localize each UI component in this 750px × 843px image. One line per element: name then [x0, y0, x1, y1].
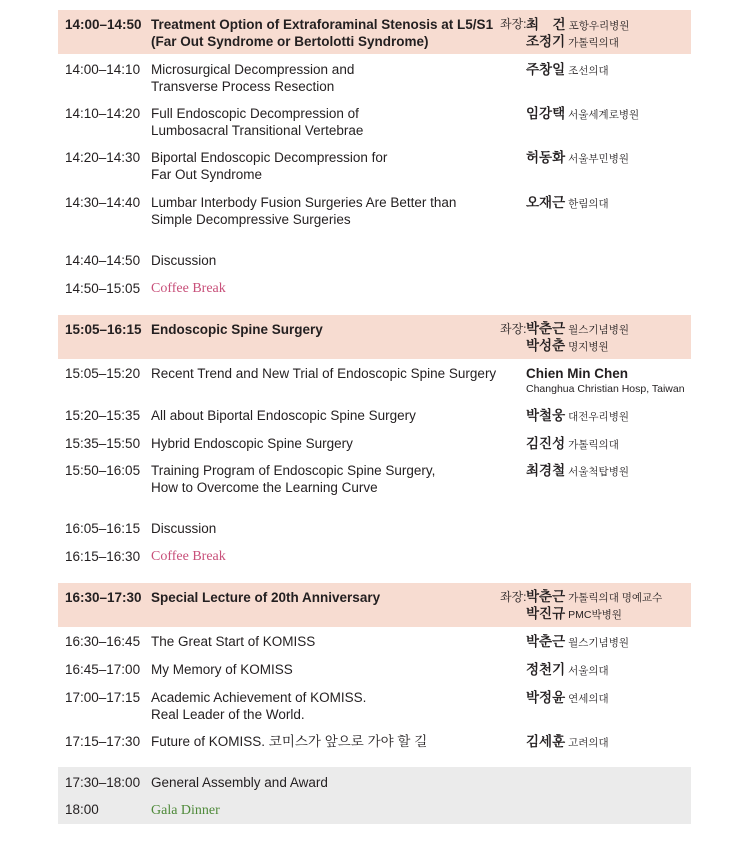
discussion-label: Discussion	[151, 521, 217, 536]
talk-time: 14:10–14:20	[65, 106, 141, 121]
talk-row	[58, 365, 691, 397]
talk-speaker: 김세훈 고려의대	[526, 734, 609, 749]
talk-speaker: 박철웅 대전우리병원	[526, 408, 629, 423]
talk-speaker: 최경철 서울척탑병원	[526, 463, 629, 478]
talk-time: 14:30–14:40	[65, 195, 141, 210]
assembly-time: 17:30–18:00	[65, 775, 141, 790]
talk-title: The Great Start of KOMISS	[151, 634, 316, 649]
talk-row	[58, 105, 691, 141]
discussion-time: 14:40–14:50	[65, 253, 141, 268]
talk-title: Recent Trend and New Trial of Endoscopic Spine Surgery	[151, 366, 497, 381]
discussion-row	[58, 252, 691, 270]
talk-row	[58, 435, 691, 453]
talk-time: 14:20–14:30	[65, 150, 141, 165]
talk-title: Training Program of Endoscopic Spine Surgery, How to Overcome the Learning Curve	[151, 463, 436, 495]
talk-speaker: 박춘근 월스기념병원	[526, 634, 629, 649]
gala-time: 18:00	[65, 802, 99, 817]
talk-row	[58, 462, 691, 498]
talk-time: 15:50–16:05	[65, 463, 141, 478]
chair-2: 박성춘 명지병원	[526, 338, 609, 353]
talk-title: Future of KOMISS. 코미스가 앞으로 가야 할 길	[151, 734, 428, 749]
talk-time: 17:15–17:30	[65, 734, 141, 749]
gala-dinner-label: Gala Dinner	[151, 803, 220, 818]
session-header	[58, 315, 691, 359]
session-title: Treatment Option of Extraforaminal Stenosis at L5/S1 (Far Out Syndrome or Bertolotti Syndrome)	[151, 17, 494, 49]
talk-title: Microsurgical Decompression and Transverse Process Resection	[151, 62, 355, 94]
coffee-break-row	[58, 548, 691, 566]
talk-speaker: 주창일 조선의대	[526, 62, 609, 77]
chair-label: 좌장:	[500, 322, 527, 336]
session-header	[58, 583, 691, 627]
talk-speaker: 오재근 한림의대	[526, 195, 609, 210]
talk-time: 17:00–17:15	[65, 690, 141, 705]
chair-label: 좌장:	[500, 590, 527, 604]
talk-title: Academic Achievement of KOMISS. Real Leader of the World.	[151, 690, 367, 722]
talk-row	[58, 633, 691, 651]
closing-section	[58, 767, 691, 824]
break-time: 16:15–16:30	[65, 549, 141, 564]
talk-row	[58, 733, 691, 751]
session-header	[58, 10, 691, 54]
talk-speaker: 김진성 가톨릭의대	[526, 436, 619, 451]
talk-speaker: Chien Min Chen Changhua Christian Hosp, Taiwan	[526, 366, 685, 395]
session-time: 14:00–14:50	[65, 17, 142, 32]
talk-speaker: 허동화 서울부민병원	[526, 150, 629, 165]
talk-speaker: 정천기 서울의대	[526, 662, 609, 677]
coffee-break-label: Coffee Break	[151, 549, 226, 564]
talk-title: Full Endoscopic Decompression of Lumbosacral Transitional Vertebrae	[151, 106, 364, 138]
talk-row	[58, 689, 691, 725]
talk-title: My Memory of KOMISS	[151, 662, 293, 677]
session-title: Endoscopic Spine Surgery	[151, 322, 323, 337]
discussion-row	[58, 520, 691, 538]
talk-row	[58, 61, 691, 97]
talk-title: Biportal Endoscopic Decompression for Far Out Syndrome	[151, 150, 388, 182]
talk-time: 14:00–14:10	[65, 62, 141, 77]
talk-time: 16:45–17:00	[65, 662, 141, 677]
discussion-time: 16:05–16:15	[65, 521, 141, 536]
chair-2: 박진규 PMC박병원	[526, 606, 622, 621]
chair-1: 박춘근 가톨릭의대 명예교수	[526, 589, 663, 604]
chair-1: 최 건 포항우리병원	[526, 17, 630, 32]
talk-row	[58, 407, 691, 425]
talk-title: All about Biportal Endoscopic Spine Surgery	[151, 408, 416, 423]
chair-label: 좌장:	[500, 17, 527, 31]
break-time: 14:50–15:05	[65, 281, 141, 296]
coffee-break-label: Coffee Break	[151, 281, 226, 296]
chair-1: 박춘근 월스기념병원	[526, 321, 629, 336]
talk-speaker: 박정윤 연세의대	[526, 690, 609, 705]
session-title: Special Lecture of 20th Anniversary	[151, 590, 381, 605]
talk-time: 15:20–15:35	[65, 408, 141, 423]
talk-time: 15:05–15:20	[65, 366, 141, 381]
talk-time: 16:30–16:45	[65, 634, 141, 649]
assembly-label: General Assembly and Award	[151, 775, 328, 790]
talk-row	[58, 661, 691, 679]
talk-speaker: 임강택 서울세계로병원	[526, 106, 640, 121]
talk-title: Hybrid Endoscopic Spine Surgery	[151, 436, 353, 451]
session-time: 15:05–16:15	[65, 322, 142, 337]
talk-title: Lumbar Interbody Fusion Surgeries Are Better than Simple Decompressive Surgeries	[151, 195, 457, 227]
talk-row	[58, 194, 691, 230]
talk-time: 15:35–15:50	[65, 436, 141, 451]
chair-2: 조정기 가톨릭의대	[526, 34, 619, 49]
discussion-label: Discussion	[151, 253, 217, 268]
session-time: 16:30–17:30	[65, 590, 142, 605]
coffee-break-row	[58, 280, 691, 298]
talk-row	[58, 149, 691, 185]
